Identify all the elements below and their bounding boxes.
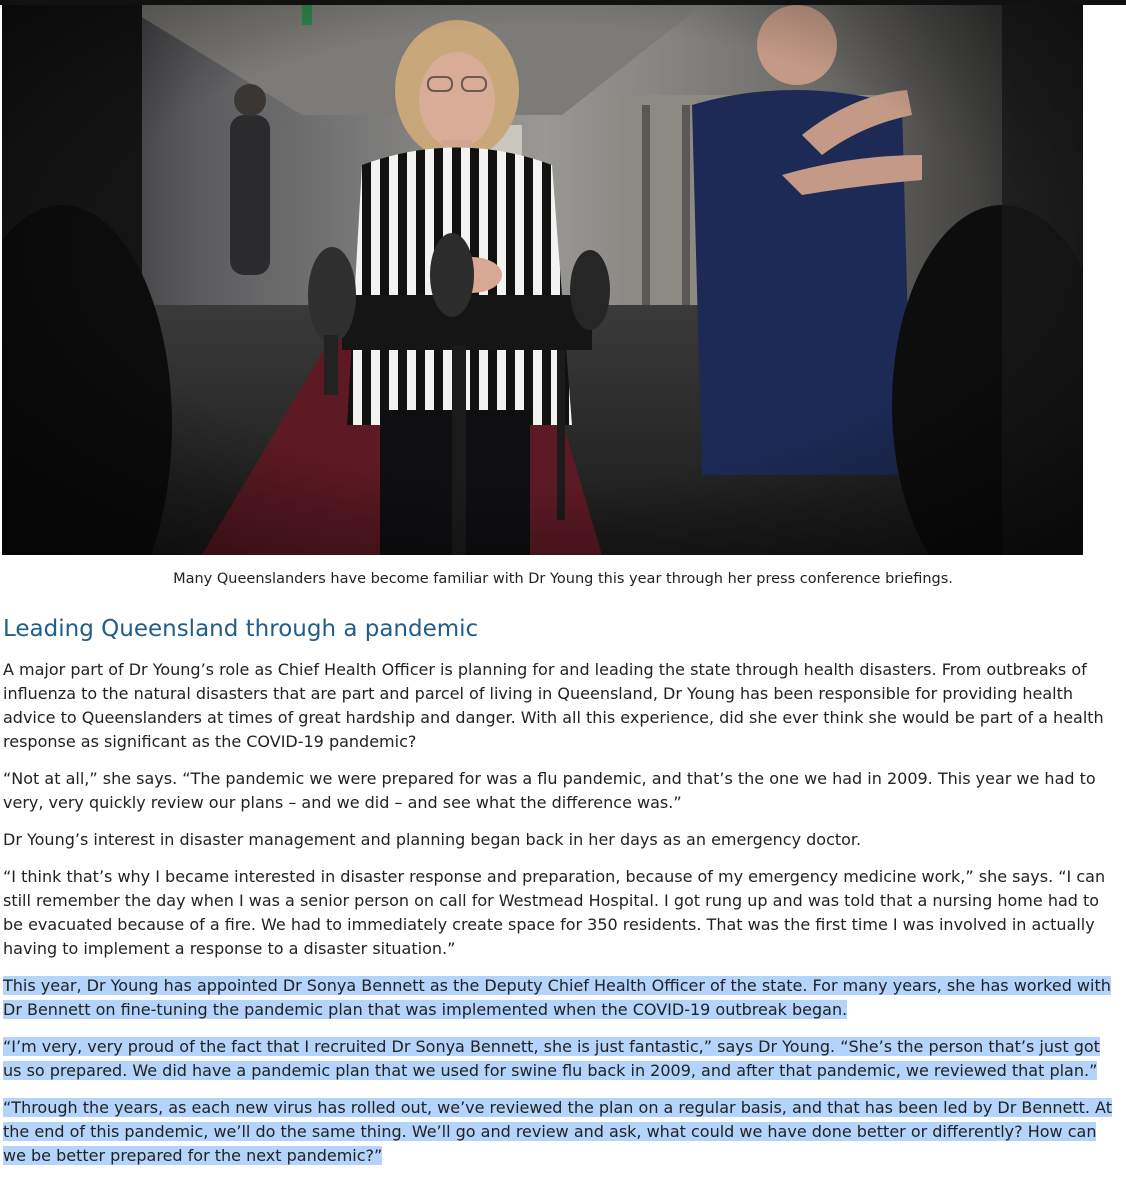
article-paragraph: [3, 1035, 1121, 1083]
paragraph-text: “I think that’s why I became interested in disaster response and preparation, because of my emergency medicine work,” she says. “I can still remember the day when I was a senior person on call for Westmead Hospital. I got rung up and was told that a nursing home had to be evacuated because of a fire. We had to immediately create space for 350 residents. That was the first time I was involved in actually having to implement a response to a disaster situation.”: [3, 867, 1106, 958]
article-paragraph: [3, 1096, 1121, 1168]
article-paragraph: [3, 974, 1121, 1022]
paragraph-text: A major part of Dr Young’s role as Chief Health Officer is planning for and leading the state through health disasters. From outbreaks of influenza to the natural disasters that are part and parcel of living in Queensland, Dr Young has been responsible for providing health advice to Queenslanders at times of great hardship and danger. With all this experience, did she ever think she would be part of a health response as significant as the COVID-19 pandemic?: [3, 660, 1104, 751]
article-paragraph: [3, 658, 1121, 754]
article-paragraphs: [3, 658, 1121, 1168]
selected-paragraph-text: “Through the years, as each new virus has rolled out, we’ve reviewed the plan on a regular basis, and that has been led by Dr Bennett. At the end of this pandemic, we’ll do the same thing. We’ll go and review and ask, what could we have done better or differently? How can we be better prepared for the next pandemic?”: [3, 1098, 1112, 1165]
selected-paragraph-text: This year, Dr Young has appointed Dr Sonya Bennett as the Deputy Chief Health Officer of the state. For many years, she has worked with Dr Bennett on fine-tuning the pandemic plan that was implemented when the COVID-19 outbreak began.: [3, 976, 1111, 1019]
photo-caption: Many Queenslanders have become familiar with Dr Young this year through her press conference briefings.: [173, 571, 953, 587]
paragraph-text: Dr Young’s interest in disaster management and planning began back in her days as an emergency doctor.: [3, 830, 862, 849]
article-paragraph: [3, 865, 1121, 961]
article-paragraph: [3, 828, 1121, 852]
selected-paragraph-text: “I’m very, very proud of the fact that I recruited Dr Sonya Bennett, she is just fantastic,” says Dr Young. “She’s the person that’s just got us so prepared. We did have a pandemic plan that we used for swine flu back in 2009, and after that pandemic, we reviewed that plan.”: [3, 1037, 1100, 1080]
article-photo: [2, 5, 1083, 555]
article-paragraph: [3, 767, 1121, 815]
paragraph-text: “Not at all,” she says. “The pandemic we were prepared for was a flu pandemic, and that’s the one we had in 2009. This year we had to very, very quickly review our plans – and we did – and see what the difference was.”: [3, 769, 1096, 812]
article-body: [3, 612, 1121, 1181]
section-heading: Leading Queensland through a pandemic: [3, 616, 479, 642]
